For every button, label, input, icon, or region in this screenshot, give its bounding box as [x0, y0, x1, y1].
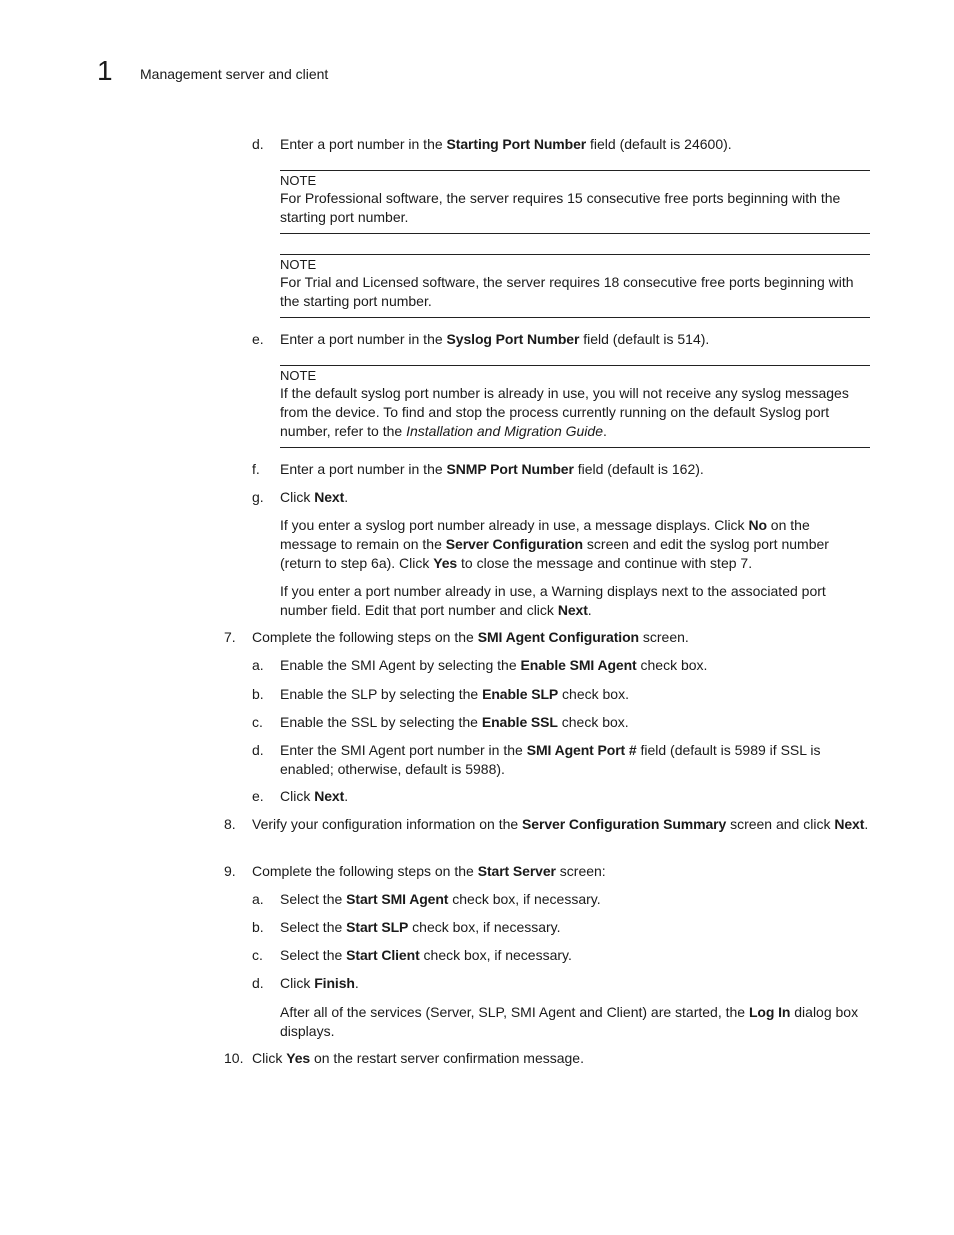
- note-title: NOTE: [280, 257, 317, 272]
- note-box: [280, 254, 870, 318]
- step-label: 8.: [224, 816, 236, 832]
- note-box: [280, 170, 870, 234]
- step-label: f.: [252, 461, 260, 477]
- step-label: a.: [252, 891, 264, 907]
- step-label: a.: [252, 657, 264, 673]
- note-text: For Trial and Licensed software, the server requires 18 consecutive free ports beginning with the starting port number.: [280, 274, 854, 309]
- step-text: Enter the SMI Agent port number in the SMI Agent Port # field (default is 5989 if SSL is enabled; otherwise, default is 5988).: [280, 742, 821, 777]
- step-label: d.: [252, 136, 264, 152]
- note-title: NOTE: [280, 368, 317, 383]
- step-text: Verify your configuration information on the Server Configuration Summary screen and click Next.: [252, 816, 869, 832]
- field-name: Syslog Port Number: [446, 331, 580, 347]
- step-text: Click Next.: [280, 489, 349, 505]
- step-label: d.: [252, 742, 264, 758]
- step-label: g.: [252, 489, 264, 505]
- step-label: 9.: [224, 863, 236, 879]
- step-text: Complete the following steps on the SMI Agent Configuration screen.: [252, 629, 689, 645]
- note-box: [280, 365, 870, 448]
- step-text: Enter a port number in the SNMP Port Number field (default is 162).: [280, 461, 704, 477]
- chapter-number: 1: [97, 55, 113, 86]
- step-label: c.: [252, 714, 263, 730]
- step-text: Click Next.: [280, 788, 349, 804]
- step-label: 10.: [224, 1050, 244, 1066]
- step-text: Enable the SSL by selecting the Enable SSL check box.: [280, 714, 629, 730]
- step-label: b.: [252, 919, 264, 935]
- step-paragraph: After all of the services (Server, SLP, SMI Agent and Client) are started, the Log In dialog box displays.: [280, 1004, 859, 1039]
- step-text: Enter a port number in the Syslog Port Number field (default is 514).: [280, 331, 710, 347]
- step-label: b.: [252, 686, 264, 702]
- step-label: d.: [252, 975, 264, 991]
- step-label: c.: [252, 947, 263, 963]
- step-text: Select the Start SMI Agent check box, if necessary.: [280, 891, 601, 907]
- guide-title: Installation and Migration Guide: [406, 423, 603, 439]
- step-paragraph: If you enter a port number already in use, a Warning displays next to the associated port number field. Edit that port number and click Next.: [280, 583, 826, 618]
- note-text: If the default syslog port number is already in use, you will not receive any syslog messages from the device. To find and stop the process currently running on the default Syslog port number, refer to the Installation and Migration Guide.: [280, 385, 849, 439]
- step-label: e.: [252, 331, 264, 347]
- note-title: NOTE: [280, 173, 317, 188]
- step-text: Enter a port number in the Starting Port Number field (default is 24600).: [280, 136, 732, 152]
- step-label: 7.: [224, 629, 236, 645]
- step-text: Select the Start SLP check box, if necessary.: [280, 919, 561, 935]
- step-text: Select the Start Client check box, if necessary.: [280, 947, 572, 963]
- field-name: SNMP Port Number: [446, 461, 574, 477]
- step-text: Click Yes on the restart server confirmation message.: [252, 1050, 584, 1066]
- step-label: e.: [252, 788, 264, 804]
- chapter-title: Management server and client: [140, 66, 329, 82]
- note-text: For Professional software, the server requires 15 consecutive free ports beginning with the starting port number.: [280, 190, 841, 225]
- field-name: Starting Port Number: [446, 136, 587, 152]
- step-paragraph: If you enter a syslog port number already in use, a message displays. Click No on the message to remain on the Server Configuration screen and edit the syslog port number (return to step 6a). Click Yes to close the message and continue with step 7.: [280, 517, 829, 571]
- step-text: Enable the SMI Agent by selecting the Enable SMI Agent check box.: [280, 657, 708, 673]
- step-text: Click Finish.: [280, 975, 359, 991]
- button-name: Next: [314, 489, 345, 505]
- step-text: Enable the SLP by selecting the Enable SLP check box.: [280, 686, 629, 702]
- step-text: Complete the following steps on the Start Server screen:: [252, 863, 606, 879]
